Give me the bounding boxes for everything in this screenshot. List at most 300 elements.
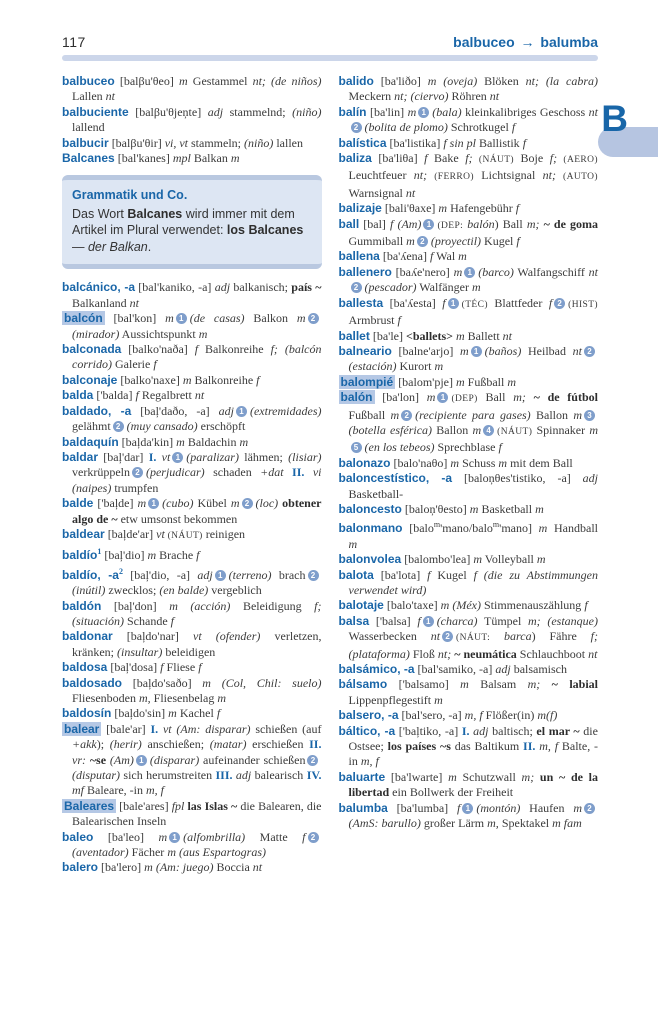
text-run: Baldachin [184, 434, 240, 449]
example-phrase: ~ neumática [451, 646, 517, 661]
grammar-label: f [522, 135, 527, 150]
text-run: Schrotkugel [447, 120, 512, 135]
grammar-label: (charca) [436, 613, 478, 628]
dictionary-entry [62, 496, 322, 527]
grammar-label: m [348, 536, 358, 551]
headword-highlighted: Baleares [64, 798, 115, 813]
grammar-label: m [407, 104, 417, 119]
headword: baldosa [62, 660, 108, 675]
text-run: Schande [124, 613, 171, 628]
grammar-label: f [198, 660, 202, 675]
headword: balbuceo [62, 74, 115, 88]
roman-numeral: IV. [306, 768, 322, 783]
field-label: (NÁUT) [164, 530, 203, 541]
text-run: [ba'liðo] [373, 74, 428, 88]
text-run: Baleare, -in [84, 783, 146, 798]
text-run: Balkonreihe [191, 372, 257, 387]
text-run: [bal'kaniko, -a] [135, 280, 215, 295]
grammar-label: f [302, 829, 306, 844]
text-run: [bal'sero, -a] [398, 708, 465, 723]
headword: ballet [338, 328, 370, 343]
field-label: (NÁUT: [456, 633, 491, 644]
headword-highlighted: balón [340, 390, 373, 405]
columns [62, 74, 598, 876]
dictionary-entry [62, 450, 322, 496]
example-phrase: los países ~s [387, 739, 451, 754]
text-run: Spinnaker [532, 422, 590, 437]
text-run: . [147, 239, 152, 254]
grammar-label: m, f [145, 783, 164, 798]
sense-number-badge: 1 [176, 313, 187, 324]
dictionary-entry [339, 770, 599, 801]
grammar-label: vt (Am: disparar) [158, 721, 251, 736]
text-run: ); [96, 737, 110, 752]
text-run: brach [271, 567, 306, 582]
grammar-label: f (Am) [390, 216, 422, 231]
text-run: Balkon [244, 311, 297, 326]
text-run: [balβu'θir] [108, 135, 165, 150]
text-run: Fächer [128, 845, 168, 860]
text-run: sich herumstreiten [120, 768, 216, 783]
headword: balizaje [338, 201, 382, 216]
sense-number-badge: 2 [584, 346, 595, 357]
sense-number-badge: 2 [132, 467, 143, 478]
grammar-label: (botella esférica) [348, 422, 433, 437]
headword: baldosín [62, 706, 112, 721]
text-run: Ballistik [476, 135, 523, 150]
text-run: Heilbad [521, 343, 573, 358]
text-run: Boccia [213, 860, 253, 875]
text-run: Balkanland [72, 295, 130, 310]
grammar-label: nt; [542, 168, 556, 183]
grammar-label: m; [526, 216, 540, 231]
dictionary-entry [339, 136, 599, 151]
text-run: [baļ'dar] [98, 449, 149, 464]
dictionary-entry [339, 677, 599, 708]
roman-numeral: I. [461, 723, 470, 738]
grammar-label: m; [521, 769, 535, 784]
grammar-label: m (Méx) [440, 598, 481, 613]
dictionary-entry [339, 265, 599, 296]
grammar-label: m, f [535, 739, 559, 754]
example-phrase: obtener algo de ~ [72, 496, 322, 526]
grammar-label: m [158, 829, 168, 844]
grammar-label: adj [495, 662, 511, 677]
text-run: ['balsamo] [387, 677, 461, 692]
sense-number-badge: 1 [462, 803, 473, 814]
dictionary-entry [62, 676, 322, 707]
grammar-label: nt [252, 860, 263, 875]
grammar-label: m; (estanque) [528, 613, 598, 628]
grammar-label: (niño) [292, 104, 322, 119]
text-run: Gummiball [348, 234, 407, 249]
text-run: Ballett [464, 328, 503, 343]
grammar-label: f [515, 201, 520, 216]
grammar-label: m, f [360, 754, 379, 769]
dictionary-entry [62, 280, 322, 311]
text-run: die Ostsee; [348, 723, 598, 754]
text-run: ein Bollwerk der Freiheit [389, 785, 514, 800]
text-run: verletzen, kränken; [72, 629, 322, 659]
grammar-label: nt [588, 104, 598, 119]
grammar-label: f sin pl [443, 135, 477, 150]
dictionary-entry [62, 830, 322, 861]
dictionary-entry [339, 662, 599, 677]
text-run: [bali'θaxe] [381, 201, 439, 216]
grammar-label: (estación) [348, 359, 397, 374]
text-run: Lichtsignal [473, 168, 543, 183]
grammar-label: (disparar) [149, 752, 200, 767]
text-run: Fußball [464, 374, 508, 389]
grammar-label: m [498, 455, 508, 470]
text-run: Balte, -in [348, 739, 599, 769]
text-run: [bale'ares] [116, 798, 172, 813]
grammar-label: m [165, 311, 174, 326]
grammar-label: nt; [413, 168, 428, 183]
text-run: Bake [427, 151, 466, 166]
grammar-label: nt; (de niños) [252, 74, 322, 88]
grammar-label: m [230, 496, 240, 511]
grammar-label: m [472, 422, 482, 437]
text-run: [ba'leo] [93, 829, 159, 844]
example-phrase: las Islas ~ [184, 798, 238, 813]
roman-numeral: I. [148, 449, 157, 464]
text-run: [ba'ʎena] [379, 249, 430, 264]
dictionary-entry [62, 544, 322, 563]
grammar-label: m [147, 548, 157, 563]
text-run: baltisch; [488, 723, 537, 738]
grammar-label: m [573, 407, 583, 422]
grammar-label: nt [430, 629, 441, 644]
grammar-label: (paralizar) [186, 449, 239, 464]
field-label: (DEP: [437, 220, 464, 231]
dictionary-entry [339, 614, 599, 662]
sense-number-badge: 2 [308, 570, 319, 581]
text-run: ['baļtiko, -a] [395, 723, 462, 738]
grammar-label: nt [405, 185, 416, 200]
text-run: Ball [477, 390, 514, 405]
text-run: stammeln; [188, 135, 245, 150]
dictionary-entry [339, 471, 599, 502]
text-run: Wasserbecken [348, 629, 431, 644]
headword: baldón [62, 598, 102, 613]
grammar-label: (mirador) [72, 326, 120, 341]
text-run: stammelnd; [223, 104, 293, 119]
text-run: Das Wort [72, 206, 128, 221]
grammar-label: adj [469, 723, 489, 738]
headword: balumba [338, 800, 388, 815]
grammar-label: (de casas) [189, 311, 245, 326]
text-run: [baļdo'saðo] [122, 675, 203, 690]
grammar-label: m (acción) [169, 598, 231, 613]
sense-number-badge: 2 [584, 803, 595, 814]
page-number: 117 [62, 34, 86, 50]
text-run: [baļ'don] [101, 598, 170, 613]
dictionary-entry [339, 151, 599, 201]
text-run: Walfangschiff [513, 264, 589, 279]
grammar-label: f [153, 357, 157, 372]
grammar-label: m [453, 264, 463, 279]
dictionary-entry [62, 388, 322, 403]
text-run: [ba'lero] [98, 860, 145, 875]
text-run: [balo [402, 521, 434, 536]
text-run: [ba'ʎesta] [383, 295, 443, 310]
text-run: Armbrust [348, 313, 398, 328]
grammar-label: m fam [552, 816, 582, 831]
headword: baleo [62, 829, 94, 844]
dictionary-entry [339, 375, 599, 390]
example-phrase: ~se [86, 752, 107, 767]
text-run: ['baļde] [93, 496, 138, 511]
grammar-box-body [72, 206, 312, 256]
dictionary-entry [62, 564, 322, 599]
example-phrase: país ~ [291, 280, 322, 295]
dictionary-entry [339, 708, 599, 723]
dictionary-entry [339, 598, 599, 613]
example-phrase: <ballets> [405, 328, 453, 343]
grammar-label: m(f) [537, 708, 558, 723]
sense-number-badge: 2 [401, 410, 412, 421]
example-phrase: Balcanes [127, 206, 183, 221]
dictionary-entry [62, 136, 322, 151]
headword: Balcanes [62, 151, 115, 166]
grammar-label: m [438, 201, 448, 216]
grammar-label: f [430, 249, 434, 264]
grammar-label: f; [465, 151, 473, 166]
grammar-label: f [256, 372, 260, 387]
dictionary-entry [62, 706, 322, 721]
text-run: [baļ'dosa] [107, 660, 161, 675]
dictionary-entry [339, 329, 599, 344]
sense-number-badge: 2 [351, 122, 362, 133]
grammar-label: m, f [464, 708, 483, 723]
field-label: (FERRO) [427, 172, 474, 183]
grammar-label: (AmS: barullo) [348, 816, 421, 831]
text-run: ['balsa] [369, 613, 418, 628]
grammar-label: m [453, 328, 465, 343]
text-run: Lallen [72, 89, 106, 104]
arrow-right-icon: → [520, 34, 535, 50]
grammar-label: f [498, 440, 502, 455]
grammar-label: m [178, 74, 188, 88]
text-run: [balko'naða] [121, 342, 195, 357]
grammar-label: der Balkan [87, 239, 148, 254]
text-run: [balko'naxe] [117, 372, 183, 387]
text-run: das Baltikum [450, 739, 524, 754]
text-run: ['balda] [93, 388, 136, 403]
field-label: (NÁUT) [497, 426, 533, 437]
text-run: [baloņθes'tistiko, -a] [452, 471, 583, 486]
grammar-label: f [424, 151, 428, 166]
text-run: Fußball [348, 407, 391, 422]
text-run: Lippenpflegestift [348, 692, 435, 707]
grammar-label: m [406, 234, 415, 249]
grammar-label: m [573, 800, 582, 815]
dictionary-entry [62, 860, 322, 875]
grammar-label: f [442, 295, 446, 310]
text-run: [baʎe'nero] [391, 264, 454, 279]
grammar-label: mpl [172, 151, 191, 166]
text-run: Spektakel [498, 816, 553, 831]
grammar-label: m [176, 434, 185, 449]
headword: balero [62, 860, 99, 875]
text-run: [ba'listika] [386, 135, 444, 150]
sense-number-badge: 1 [215, 570, 226, 581]
text-run: Kugel [430, 567, 474, 582]
phonetic-superscript: m [492, 520, 500, 530]
grammar-label: m [507, 374, 517, 389]
field-label: (DEP) [451, 394, 478, 405]
dictionary-entry [62, 105, 322, 136]
text-run: Röhren [448, 89, 490, 104]
text-run: [bale'ar] [101, 721, 151, 736]
headword: balsa [338, 613, 370, 628]
headword: baldonar [62, 629, 113, 644]
text-run: balearisch [251, 768, 307, 783]
text-run: wird immer mit dem Artikel im Plural verwendet: [72, 206, 295, 238]
sense-number-badge: 2 [113, 421, 124, 432]
grammar-label: (cubo) [162, 496, 194, 511]
text-run: [baloņ'θesto] [401, 501, 470, 516]
grammar-label: nt [588, 646, 598, 661]
text-run: Walfänger [416, 280, 472, 295]
sense-number-badge: 1 [169, 832, 180, 843]
text-run: [ba'lin] [366, 104, 408, 119]
grammar-label: m (aus Espartogras) [167, 845, 266, 860]
grammar-label: nt; [437, 646, 452, 661]
grammar-label: nt [489, 89, 500, 104]
grammar-label: (aventador) [72, 845, 129, 860]
grammar-box [62, 175, 322, 269]
grammar-label: m [538, 521, 548, 536]
sense-number-badge: 1 [437, 392, 448, 403]
sense-number-badge: 2 [307, 755, 318, 766]
grammar-label: nt [502, 328, 513, 343]
dictionary-entry [62, 151, 322, 166]
roman-numeral: III. [215, 768, 233, 783]
text-run: Floß [409, 646, 438, 661]
grammar-label: (baños) [484, 343, 522, 358]
text-run: balsamisch [510, 662, 568, 677]
text-run: [bal'kon] [104, 311, 166, 326]
grammar-label: m [450, 455, 460, 470]
grammar-label: f [216, 706, 221, 721]
headword: baldío [62, 548, 98, 563]
grammar-label: nt [105, 89, 115, 104]
text-run: verkrüppeln [72, 465, 130, 480]
grammar-label: barca [490, 629, 532, 644]
text-run: Fliese [163, 660, 199, 675]
text-run: beleidigen [162, 644, 216, 659]
grammar-label: adj [218, 403, 234, 418]
text-run: [balβu'θjeņte] [128, 104, 208, 119]
headword: balsero, -a [338, 708, 399, 723]
range-from: balbuceo [453, 34, 515, 50]
sense-number-badge: 2 [417, 236, 428, 247]
roman-numeral: II. [523, 739, 536, 754]
text-run: Ballon [530, 407, 574, 422]
text-run: [baļ'dio] [101, 548, 148, 563]
dictionary-entry [339, 568, 599, 599]
grammar-label: (lisiar) [288, 449, 322, 464]
grammar-label: (pescador) [364, 280, 417, 295]
headword: baldado, -a [62, 403, 132, 418]
sense-number-badge: 1 [471, 346, 482, 357]
text-run: [balo'naθo] [390, 455, 451, 470]
grammar-label: (recipiente para gases) [415, 407, 531, 422]
grammar-label: (en balde) [159, 583, 209, 598]
grammar-label: m [230, 151, 240, 166]
grammar-label: nt; (la cabra) [525, 74, 598, 88]
grammar-label: (en los tebeos) [364, 440, 435, 455]
sense-number-badge: 1 [418, 107, 429, 118]
text-run: Ballon [432, 422, 473, 437]
dictionary-entry [339, 517, 599, 552]
headword: baloncestístico, -a [338, 471, 453, 486]
headword: balonazo [338, 455, 391, 470]
grammar-label: (loc) [255, 496, 279, 511]
grammar-label: f [427, 567, 431, 582]
grammar-label: m [182, 372, 192, 387]
grammar-label: m [459, 343, 469, 358]
text-run: — [72, 239, 88, 254]
grammar-label: m (Col, Chil: suelo) [202, 675, 322, 690]
sense-number-badge: 1 [136, 755, 147, 766]
sense-number-badge: 3 [584, 410, 595, 421]
headword: ball [338, 216, 360, 231]
grammar-label: m [198, 326, 208, 341]
text-run: Basketball- [348, 486, 404, 501]
grammar-label: adj [582, 471, 598, 486]
grammar-label: m [589, 422, 599, 437]
text-run: Haufen [520, 800, 574, 815]
headword: baldosado [62, 675, 123, 690]
text-run: Basketball [478, 501, 536, 516]
dictionary-entry [339, 217, 599, 250]
grammar-label: nt [572, 343, 582, 358]
text-run: Regalbrett [138, 388, 195, 403]
text-run: die Balearen, die Balearischen Inseln [72, 798, 322, 829]
grammar-label: f; (balcón corrido) [72, 342, 322, 372]
text-run: Schlauchboot [516, 646, 589, 661]
headword: balda [62, 388, 94, 403]
dictionary-entry [339, 502, 599, 517]
sense-number-badge: 2 [308, 313, 319, 324]
headword-range [453, 34, 598, 50]
text-run: [baļ'dio, -a] [122, 567, 198, 582]
text-run: erschöpft [197, 419, 246, 434]
sense-number-badge: 5 [351, 442, 362, 453]
grammar-label: m [456, 374, 465, 389]
grammar-label: nt; (ciervo) [394, 89, 449, 104]
grammar-label: mf [72, 783, 84, 798]
sense-number-badge: 1 [423, 616, 434, 627]
grammar-label: (muy cansado) [126, 419, 198, 434]
dictionary-entry [62, 599, 322, 630]
grammar-label: m [535, 501, 544, 516]
headword: balonmano [338, 521, 403, 536]
grammar-label: vt [156, 526, 165, 541]
sense-number-badge: 1 [148, 498, 159, 509]
headword: balneario [338, 343, 392, 358]
text-run: aufeinander schießen [199, 752, 306, 767]
grammar-label: m; [527, 677, 541, 692]
text-run: vergeblich [208, 583, 262, 598]
dictionary-entry [339, 724, 599, 770]
text-run: Gestammel [187, 74, 253, 88]
headword: balonvolea [338, 552, 402, 567]
headword-highlighted: balcón [64, 311, 103, 326]
